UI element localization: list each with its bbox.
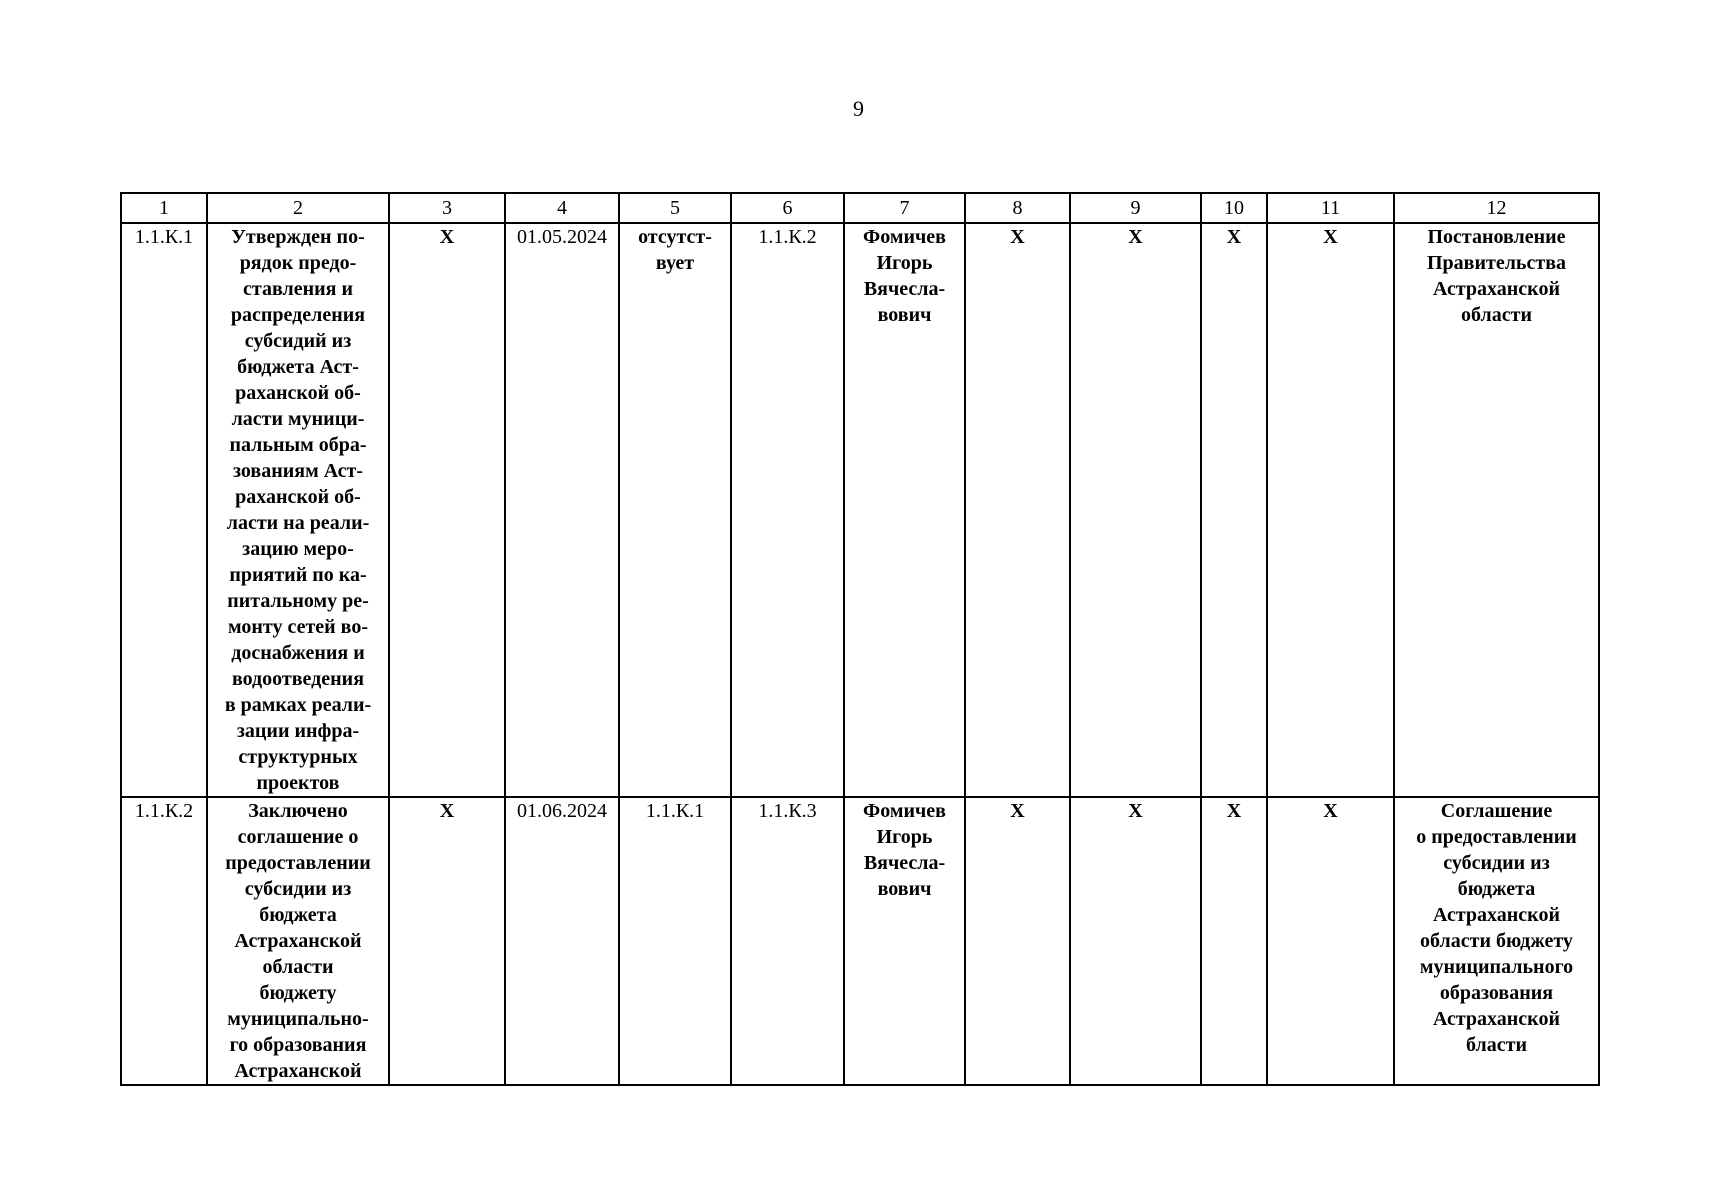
document-type: Постановление Правительства Астраханской области [1394,223,1599,797]
document-type: Соглашение о предоставлении субсидии из бюджета Астраханской области бюджету муниципального образования Астраханской бласти [1394,797,1599,1085]
col3-value: X [389,797,505,1085]
col9-value: X [1070,797,1201,1085]
col10-value: X [1201,223,1267,797]
table-row [121,223,1599,797]
col11-value: X [1267,223,1394,797]
control-points-table [120,192,1600,1086]
page-number: 9 [853,96,864,121]
row-description: Утвержден по- рядок предо- ставления и распределения субсидий из бюджета Аст- раханской об- ласти муници- пальным обра- зованиям Аст- раханской об- ласти на реали- зацию меро- приятий по ка- питальному ре- монту сетей во- доснабжения и водоотведения в рамках реали- зации инфра- структурных проектов [207,223,389,797]
predecessor-value: 1.1.К.1 [619,797,731,1085]
header-row [121,193,1599,223]
table-row [121,797,1599,1085]
successor-value: 1.1.К.2 [731,223,844,797]
date-value: 01.05.2024 [505,223,619,797]
column-header: 2 [207,193,389,223]
col8-value: X [965,797,1070,1085]
column-header: 11 [1267,193,1394,223]
responsible-person: Фомичев Игорь Вячесла- вович [844,223,965,797]
column-header: 12 [1394,193,1599,223]
col9-value: X [1070,223,1201,797]
row-code: 1.1.К.1 [121,223,207,797]
successor-value: 1.1.К.3 [731,797,844,1085]
column-header: 5 [619,193,731,223]
responsible-person: Фомичев Игорь Вячесла- вович [844,797,965,1085]
col11-value: X [1267,797,1394,1085]
row-description: Заключено соглашение о предоставлении субсидии из бюджета Астраханской области бюджету муниципально- го образования Астраханской [207,797,389,1085]
column-header: 9 [1070,193,1201,223]
column-header: 4 [505,193,619,223]
column-header: 3 [389,193,505,223]
column-header: 1 [121,193,207,223]
column-header: 6 [731,193,844,223]
column-header: 10 [1201,193,1267,223]
row-code: 1.1.К.2 [121,797,207,1085]
predecessor-value: отсутст- вует [619,223,731,797]
col3-value: X [389,223,505,797]
col8-value: X [965,223,1070,797]
column-header: 7 [844,193,965,223]
date-value: 01.06.2024 [505,797,619,1085]
col10-value: X [1201,797,1267,1085]
column-header: 8 [965,193,1070,223]
